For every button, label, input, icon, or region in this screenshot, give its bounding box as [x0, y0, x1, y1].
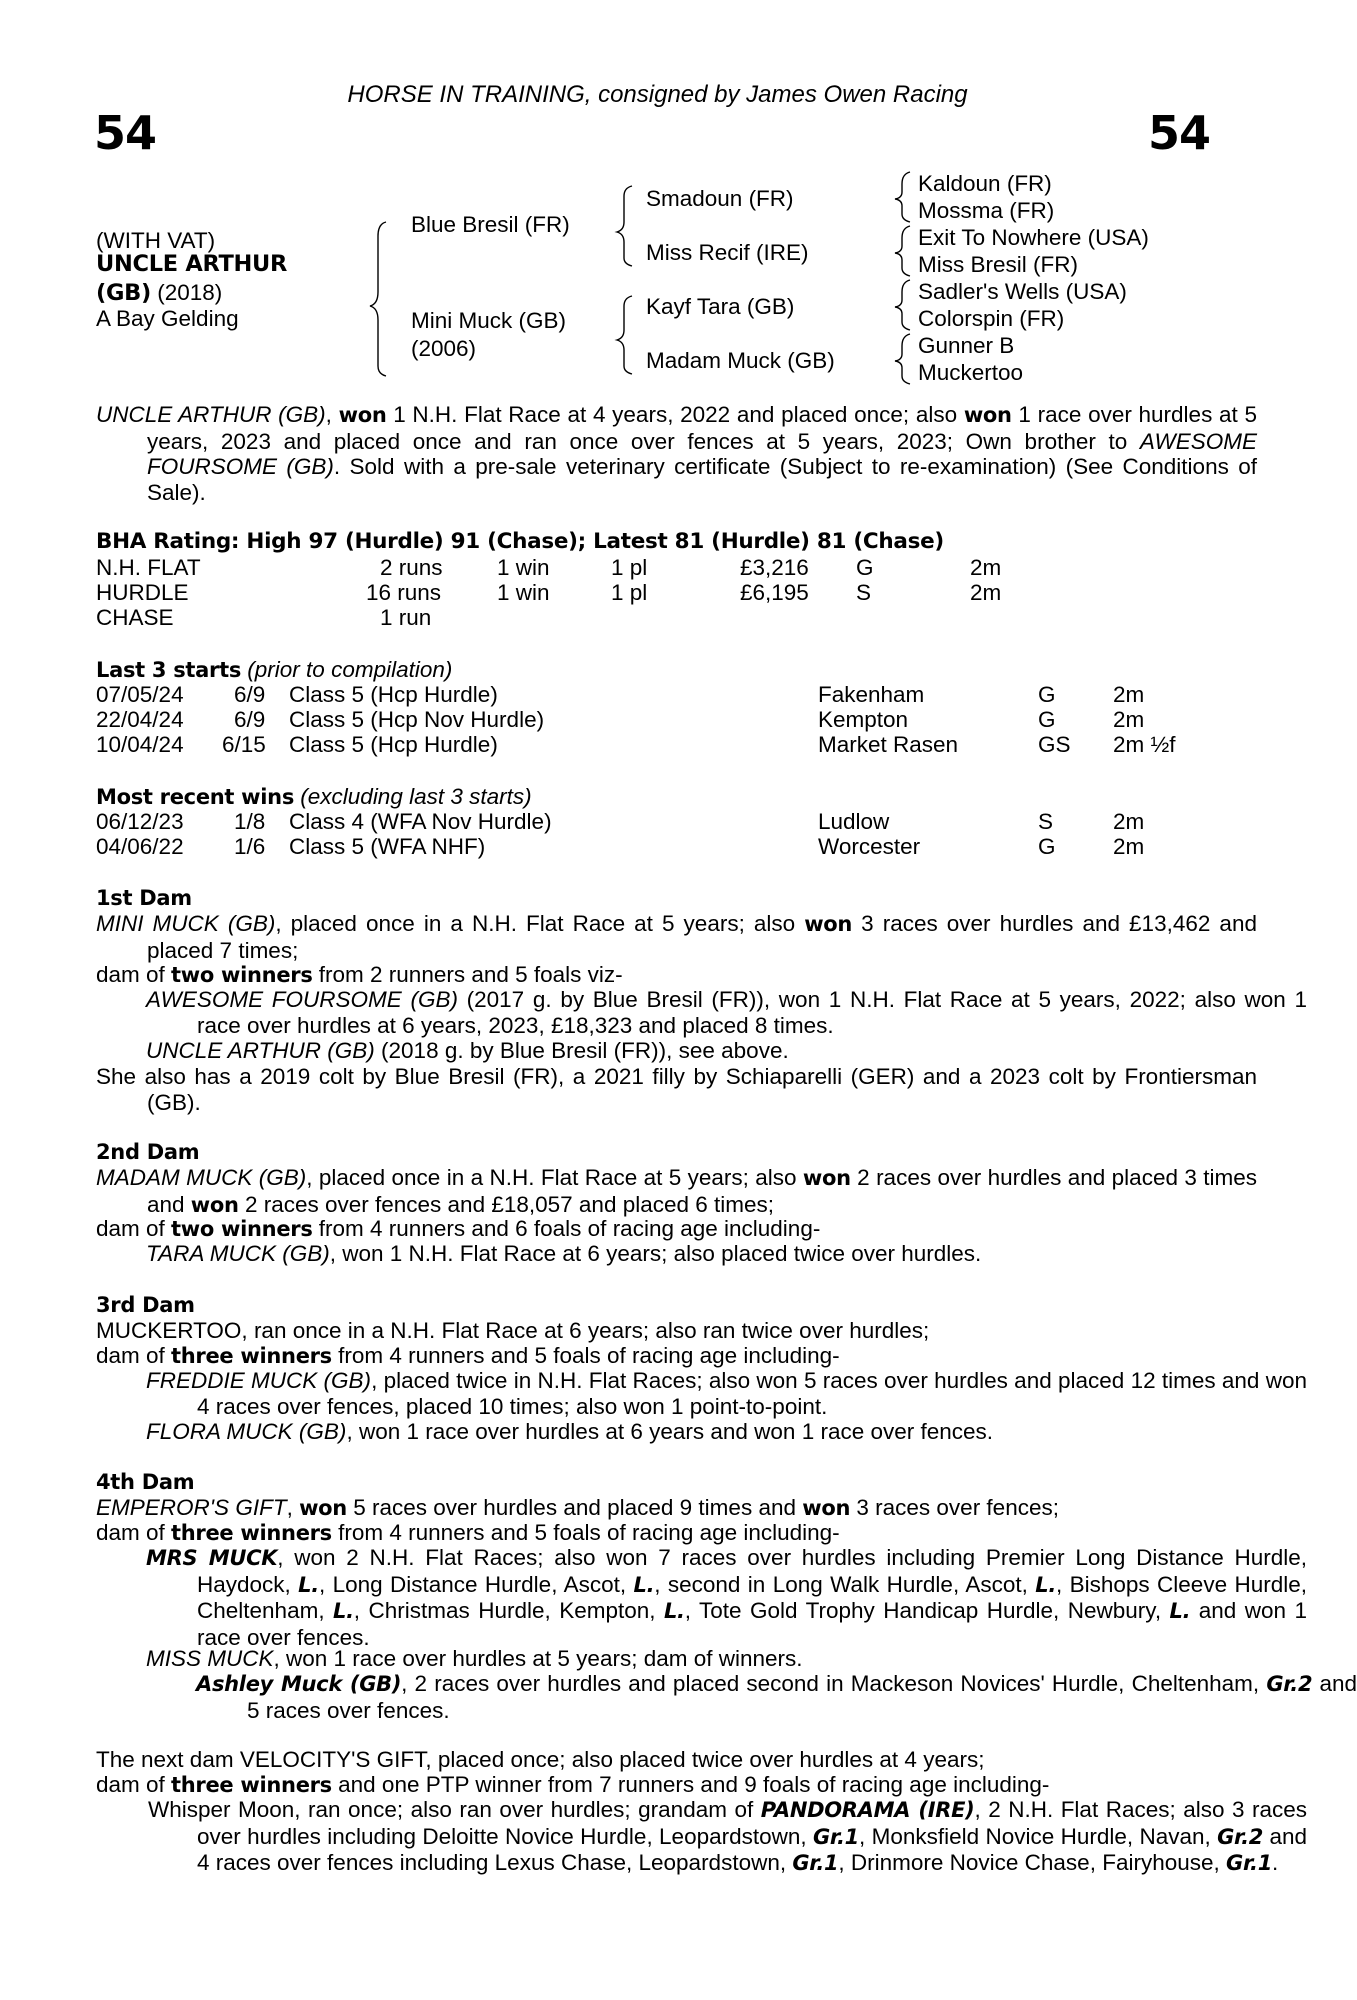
group-label: Gr.1	[812, 1824, 859, 1849]
listed-label: L.	[1169, 1599, 1191, 1623]
race-class: Class 5 (Hcp Hurdle)	[289, 682, 498, 707]
dam4-line1	[96, 1495, 1257, 1522]
rating-distance: 2m	[970, 580, 1002, 605]
offspring-name: PANDORAMA (IRE)	[760, 1798, 975, 1822]
listed-label: L.	[633, 1572, 655, 1597]
offspring-text: , Monksfield Novice Hurdle, Navan,	[858, 1823, 1218, 1849]
listed-label: L.	[1035, 1572, 1056, 1597]
won-label: won	[299, 1496, 347, 1520]
dam4-grandoffspring-1	[96, 1671, 1357, 1723]
sire-sire: Smadoun (FR)	[646, 186, 794, 211]
group-label: Gr.2	[1266, 1672, 1313, 1696]
dam4-heading: 4th Dam	[96, 1470, 195, 1494]
dam: Mini Muck (GB)	[411, 308, 567, 333]
won-label: won	[804, 912, 853, 936]
rating-type: N.H. FLAT	[96, 555, 201, 580]
race-class: Class 5 (Hcp Nov Hurdle)	[289, 707, 545, 732]
dam-sire: Kayf Tara (GB)	[646, 294, 795, 319]
group-label: Gr.1	[1226, 1851, 1273, 1875]
dam1-offspring-1	[96, 987, 1307, 1038]
lot-number-left: 54	[94, 106, 157, 160]
horse-description: A Bay Gelding	[96, 306, 239, 331]
race-position: 6/15	[222, 732, 266, 757]
offspring-text: , won 1 race over hurdles at 5 years; dam of winners.	[273, 1646, 803, 1671]
dam-text: 3 races over fences;	[850, 1495, 1059, 1520]
race-date: 06/12/23	[96, 809, 184, 834]
listed-label: L.	[333, 1599, 354, 1623]
race-distance: 2m	[1113, 834, 1145, 859]
dam-text: from 2 runners and 5 foals viz-	[312, 962, 623, 987]
gen3-5: Sadler's Wells (USA)	[918, 279, 1127, 304]
offspring-text: , placed twice in N.H. Flat Races; also won 5 races over hurdles and placed 12 times and won 4 races over fences, placed 10 times; also won 1 point-to-point.	[197, 1368, 1308, 1419]
horse-year: (2018)	[157, 280, 223, 305]
bha-rating-heading: BHA Rating: High 97 (Hurdle) 91 (Chase); Latest 81 (Hurdle) 81 (Chase)	[96, 529, 944, 554]
offspring-text: , second in Long Walk Hurdle, Ascot,	[654, 1571, 1036, 1597]
dam3-offspring-1	[96, 1368, 1307, 1419]
offspring-name: TARA MUCK (GB)	[146, 1241, 330, 1266]
race-distance: 2m ½f	[1113, 732, 1176, 757]
dam4-offspring-2	[96, 1646, 1307, 1672]
race-going: G	[1038, 682, 1056, 707]
race-date: 07/05/24	[96, 682, 184, 707]
race-position: 6/9	[234, 707, 266, 732]
recent-subheading: (excluding last 3 starts)	[300, 784, 532, 809]
winners-label: two winners	[171, 963, 313, 987]
race-position: 1/6	[234, 834, 266, 859]
rating-wins: 1 win	[497, 555, 550, 580]
last3-subheading: (prior to compilation)	[247, 657, 453, 682]
dam4-line2	[96, 1520, 1257, 1547]
gen3-3: Exit To Nowhere (USA)	[918, 225, 1149, 250]
race-date: 22/04/24	[96, 707, 184, 732]
dam-text: dam of	[96, 962, 172, 987]
offspring-name: MISS MUCK	[146, 1646, 274, 1671]
offspring-name: AWESOME FOURSOME (GB)	[146, 987, 458, 1012]
race-distance: 2m	[1113, 682, 1145, 707]
won-label: won	[963, 403, 1012, 427]
gen3-8: Muckertoo	[918, 360, 1024, 385]
dam1-heading: 1st Dam	[96, 886, 192, 910]
dam2-line1	[96, 1165, 1257, 1218]
gen3-4: Miss Bresil (FR)	[918, 252, 1078, 277]
dam-text: dam of	[96, 1520, 172, 1545]
offspring-text: , won 1 race over hurdles at 6 years and won 1 race over fences.	[346, 1419, 994, 1444]
race-going: GS	[1038, 732, 1071, 757]
dam-text: ,	[286, 1495, 300, 1520]
last3-heading-line	[96, 657, 452, 684]
offspring-text: , Tote Gold Trophy Handicap Hurdle, Newbury,	[684, 1598, 1170, 1623]
winners-label: three winners	[171, 1344, 332, 1368]
offspring-text: , Christmas Hurdle, Kempton,	[353, 1598, 664, 1623]
dam4-offspring-1	[96, 1545, 1307, 1650]
race-course: Market Rasen	[818, 732, 959, 757]
winners-label: two winners	[171, 1217, 313, 1241]
rating-going: S	[856, 580, 872, 605]
won-label: won	[190, 1192, 239, 1217]
dam2-offspring-1	[96, 1241, 1307, 1267]
winners-label: three winners	[171, 1521, 332, 1545]
nextdam-line2	[96, 1772, 1257, 1799]
rating-distance: 2m	[970, 555, 1002, 580]
rating-type: CHASE	[96, 605, 174, 630]
dam-name: EMPEROR'S GIFT	[96, 1495, 287, 1520]
rating-runs: 16 runs	[366, 580, 442, 605]
dam2-heading: 2nd Dam	[96, 1140, 200, 1164]
rating-money: £6,195	[740, 580, 809, 605]
brother-name: AWESOME FOURSOME (GB)	[147, 428, 1257, 479]
last3-heading: Last 3 starts	[96, 658, 242, 682]
race-class: Class 5 (WFA NHF)	[289, 834, 486, 859]
listed-label: L.	[298, 1572, 319, 1597]
gen3-2: Mossma (FR)	[918, 198, 1055, 223]
offspring-text: , Long Distance Hurdle, Ascot,	[318, 1571, 634, 1597]
dam1-note: She also has a 2019 colt by Blue Bresil (FR), a 2021 filly by Schiaparelli (GER) and a 2023 colt by Frontiersman (GB).	[96, 1064, 1257, 1115]
race-position: 6/9	[234, 682, 266, 707]
offspring-text: and 4 races over fences including Lexus Chase, Leopardstown,	[197, 1823, 1307, 1875]
rating-money: £3,216	[740, 555, 809, 580]
recent-heading: Most recent wins	[96, 785, 295, 809]
won-label: won	[802, 1496, 851, 1520]
offspring-text: , 2 N.H. Flat Races; also 3 races over hurdles including Deloitte Novice Hurdle, Leopardstown,	[197, 1797, 1308, 1849]
rating-type: HURDLE	[96, 580, 189, 605]
summary-name: UNCLE ARTHUR (GB)	[96, 402, 326, 427]
dam-text: dam of	[96, 1772, 172, 1797]
sire: Blue Bresil (FR)	[411, 212, 570, 237]
nextdam-offspring-1	[96, 1797, 1307, 1877]
summary-text: 1 N.H. Flat Race at 4 years, 2022 and placed once; also	[386, 402, 964, 427]
dam-text: 2 races over fences and £18,057 and placed 6 times;	[238, 1191, 775, 1217]
race-class: Class 4 (WFA Nov Hurdle)	[289, 809, 552, 834]
rating-placed: 1 pl	[611, 555, 648, 580]
dam-dam: Madam Muck (GB)	[646, 348, 835, 373]
dam3-heading: 3rd Dam	[96, 1293, 195, 1317]
rating-wins: 1 win	[497, 580, 550, 605]
dam1-offspring-2	[96, 1038, 1307, 1064]
rating-placed: 1 pl	[611, 580, 648, 605]
sire-dam: Miss Recif (IRE)	[646, 240, 809, 265]
won-label: won	[802, 1166, 851, 1190]
offspring-text: , 2 races over hurdles and placed second in Mackeson Novices' Hurdle, Cheltenham,	[401, 1671, 1267, 1696]
dam-text: 5 races over hurdles and placed 9 times and	[346, 1495, 803, 1520]
offspring-text: and won 1 race over fences.	[197, 1598, 1307, 1650]
summary-text: 1 race over hurdles at 5 years, 2023 and placed once and ran once over fences at 5 years, 2023; Own brother to	[147, 402, 1257, 454]
race-date: 04/06/22	[96, 834, 184, 859]
offspring-text: , Drinmore Novice Chase, Fairyhouse,	[838, 1850, 1227, 1875]
gen3-6: Colorspin (FR)	[918, 306, 1065, 331]
recent-heading-line	[96, 784, 532, 811]
dam-name: MINI MUCK (GB)	[96, 911, 276, 936]
dam-text: 3 races over hurdles and £13,462 and placed 7 times;	[147, 911, 1257, 963]
summary-paragraph: UNCLE ARTHUR (GB), won 1 N.H. Flat Race at 4 years, 2022 and placed once; also won 1 race over hurdles at 5 years, 2023 and placed once and ran once over fences at 5 years, 2023; Own brother to AWESOME FOURSOME (GB). Sold with a pre-sale veterinary certificate (Subject to re-examination) (See Conditions of Sale).	[96, 402, 1257, 505]
race-course: Kempton	[818, 707, 909, 732]
dam-text: , placed once in a N.H. Flat Race at 5 years; also	[275, 911, 805, 936]
race-going: G	[1038, 707, 1056, 732]
race-date: 10/04/24	[96, 732, 184, 757]
dam2-line2	[96, 1216, 1257, 1243]
race-course: Worcester	[818, 834, 921, 859]
rating-runs: 1 run	[380, 605, 432, 630]
race-going: S	[1038, 809, 1054, 834]
dam-text: from 4 runners and 5 foals of racing age including-	[331, 1343, 840, 1368]
dam1-line1	[96, 911, 1257, 963]
race-going: G	[1038, 834, 1056, 859]
race-distance: 2m	[1113, 707, 1145, 732]
listed-label: L.	[663, 1599, 685, 1623]
offspring-text: , Bishops Cleeve Hurdle, Cheltenham,	[197, 1571, 1307, 1623]
offspring-text: (2017 g. by Blue Bresil (FR)), won 1 N.H. Flat Race at 5 years, 2022; also won 1 race over hurdles at 6 years, 2023, £18,323 and placed 8 times.	[197, 987, 1307, 1038]
lot-number-right: 54	[1148, 106, 1211, 160]
race-course: Fakenham	[818, 682, 925, 707]
dam-year: (2006)	[411, 336, 477, 361]
dam-name: MADAM MUCK (GB)	[96, 1165, 307, 1190]
rating-runs: 2 runs	[380, 555, 443, 580]
page-header: HORSE IN TRAINING, consigned by James Owen Racing	[347, 81, 968, 108]
gen3-7: Gunner B	[918, 333, 1015, 358]
gen3-1: Kaldoun (FR)	[918, 171, 1052, 196]
horse-name: UNCLE ARTHUR	[96, 251, 288, 277]
dam-text: and one PTP winner from 7 runners and 9 foals of racing age including-	[331, 1772, 1050, 1797]
dam-text: dam of	[96, 1216, 172, 1241]
rating-going: G	[856, 555, 874, 580]
won-label: won	[338, 403, 387, 427]
offspring-name: UNCLE ARTHUR (GB)	[146, 1038, 375, 1063]
dam3-line2	[96, 1343, 1257, 1370]
offspring-name: MRS MUCK	[146, 1546, 278, 1570]
dam-text: from 4 runners and 6 foals of racing age including-	[312, 1216, 821, 1241]
offspring-name: FLORA MUCK (GB)	[146, 1419, 347, 1444]
offspring-name: FREDDIE MUCK (GB)	[146, 1368, 372, 1393]
offspring-text: Whisper Moon, ran once; also ran over hurdles; grandam of	[148, 1797, 761, 1822]
dam-text: 2 races over hurdles and placed 3 times and	[147, 1165, 1257, 1217]
dam3-offspring-2	[96, 1419, 1307, 1445]
dam3-line1: MUCKERTOO, ran once in a N.H. Flat Race at 6 years; also ran twice over hurdles;	[96, 1318, 930, 1343]
race-distance: 2m	[1113, 809, 1145, 834]
dam-text: from 4 runners and 5 foals of racing age including-	[331, 1520, 840, 1545]
winners-label: three winners	[171, 1773, 332, 1797]
offspring-text: and 5 races over fences.	[247, 1671, 1357, 1723]
race-position: 1/8	[234, 809, 266, 834]
dam-text: dam of	[96, 1343, 172, 1368]
vat-label: (WITH VAT)	[96, 228, 216, 253]
dam-text: , placed once in a N.H. Flat Race at 5 years; also	[306, 1165, 803, 1190]
dam1-line2	[96, 962, 1257, 989]
offspring-text: (2018 g. by Blue Bresil (FR)), see above.	[374, 1038, 789, 1063]
horse-name-suffix: (GB)	[96, 280, 151, 306]
offspring-name: Ashley Muck (GB)	[196, 1672, 402, 1696]
offspring-text: , won 1 N.H. Flat Race at 6 years; also placed twice over hurdles.	[329, 1241, 982, 1266]
summary-text: . Sold with a pre-sale veterinary certificate (Subject to re-examination) (See Conditions of Sale).	[147, 454, 1257, 505]
nextdam-line1: The next dam VELOCITY'S GIFT, placed once; also placed twice over hurdles at 4 years;	[96, 1747, 985, 1772]
offspring-text: , won 2 N.H. Flat Races; also won 7 races over hurdles including Premier Long Distance Hurdle, Haydock,	[197, 1545, 1307, 1597]
group-label: Gr.2	[1217, 1824, 1264, 1849]
group-label: Gr.1	[792, 1851, 839, 1875]
race-course: Ludlow	[818, 809, 890, 834]
offspring-text: .	[1272, 1850, 1279, 1875]
race-class: Class 5 (Hcp Hurdle)	[289, 732, 498, 757]
